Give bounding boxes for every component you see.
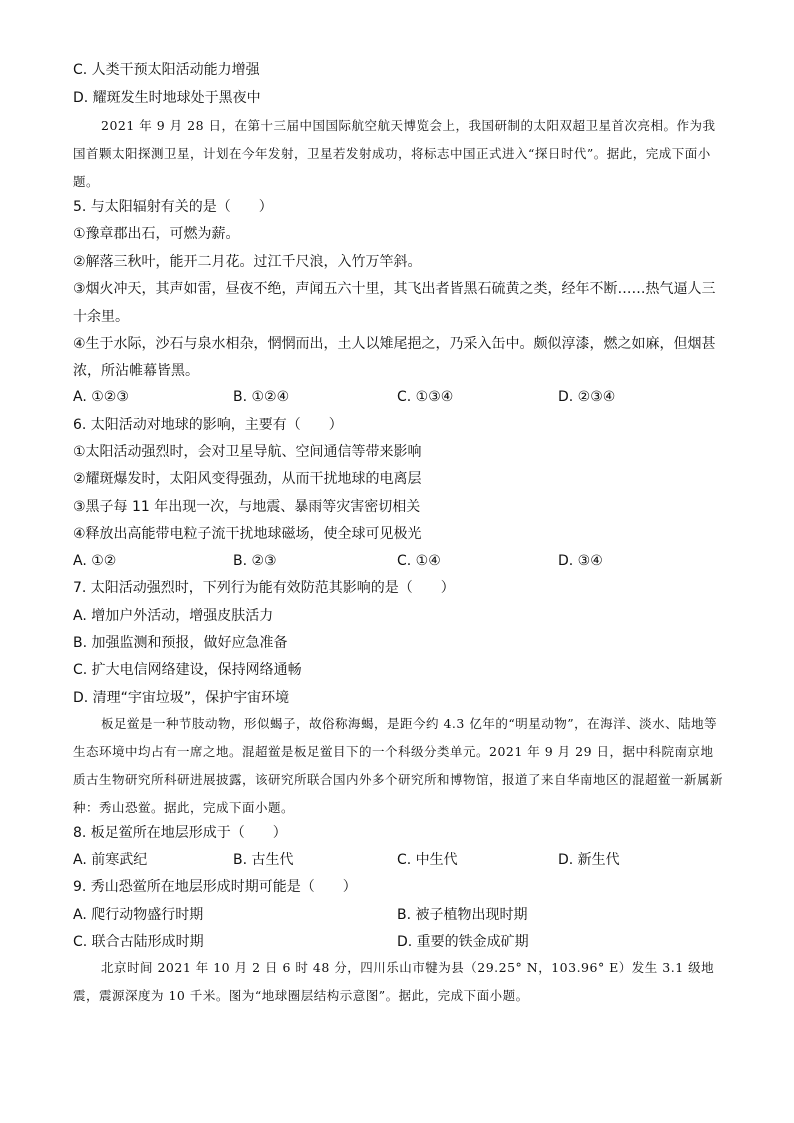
passage-earthquake [73,954,723,1010]
q6-option-a[interactable]: A. ①② [73,553,117,569]
option-c-prev: C. 人类干预太阳活动能力增强 [73,62,260,78]
question-9-stem: 9. 秀山恐鲎所在地层形成时期可能是（ ） [73,879,357,895]
q7-option-a[interactable]: A. 增加户外活动，增强皮肤活力 [73,608,274,624]
question-5-stem: 5. 与太阳辐射有关的是（ ） [73,199,273,215]
q7-option-b[interactable]: B. 加强监测和预报，做好应急准备 [73,635,288,651]
q8-options [73,850,723,870]
q8-option-a[interactable]: A. 前寒武纪 [73,852,148,868]
q6-item-4: ④释放出高能带电粒子流干扰地球磁场，使全球可见极光 [73,526,422,542]
passage-1-text: 2021 年 9 月 28 日，在第十三届中国国际航空航天博览会上，我国研制的太阳双超卫星首次亮相。作为我国首颗太阳探测卫星，计划在今年发射，卫星若发射成功，将标志中国正式进入“探日时代”。据此，完成下面小题。 [73,118,716,189]
passage-solar-satellite [73,112,723,196]
q9-options-row1 [73,905,723,925]
q5-item-1: ①豫章郡出石，可燃为薪。 [73,226,240,242]
q5-item-3-cont: 十余里。 [73,309,129,325]
q7-option-d[interactable]: D. 清理“宇宙垃圾”，保护宇宙环境 [73,690,290,706]
question-7-stem: 7. 太阳活动强烈时，下列行为能有效防范其影响的是（ ） [73,580,455,596]
q6-option-b[interactable]: B. ②③ [233,553,277,569]
q6-item-3: ③黑子每 11 年出现一次，与地震、暴雨等灾害密切相关 [73,499,421,515]
option-d-prev: D. 耀斑发生时地球处于黑夜中 [73,90,261,106]
q9-option-b[interactable]: B. 被子植物出现时期 [397,907,528,923]
q8-option-b[interactable]: B. 古生代 [233,852,294,868]
q6-options [73,551,723,571]
q9-option-d[interactable]: D. 重要的铁金成矿期 [397,934,529,950]
q6-item-1: ①太阳活动强烈时，会对卫星导航、空间通信等带来影响 [73,444,422,460]
question-8-stem: 8. 板足鲎所在地层形成于（ ） [73,825,287,841]
q5-option-c[interactable]: C. ①③④ [397,389,454,405]
q6-option-c[interactable]: C. ①④ [397,553,441,569]
q8-option-c[interactable]: C. 中生代 [397,852,458,868]
q5-item-2: ②解落三秋叶，能开二月花。过江千尺浪，入竹万竿斜。 [73,254,422,270]
q5-option-b[interactable]: B. ①②④ [233,389,290,405]
q6-item-2: ②耀斑爆发时，太阳风变得强劲，从而干扰地球的电离层 [73,471,422,487]
q5-item-4-cont: 浓，所沾帷幕皆黑。 [73,363,199,379]
passage-3-text: 北京时间 2021 年 10 月 2 日 6 时 48 分，四川乐山市犍为县（29.25° N，103.96° E）发生 3.1 级地震，震源深度为 10 千米。图为“地球圈层结构示意图”。据此，完成下面小题。 [73,960,715,1003]
q5-item-4: ④生于水际，沙石与泉水相杂，惘惘而出，土人以雉尾挹之，乃采入缶中。颇似淳漆，燃之如麻，但烟甚 [73,336,716,352]
q8-option-d[interactable]: D. 新生代 [558,852,620,868]
question-6-stem: 6. 太阳活动对地球的影响，主要有（ ） [73,417,343,433]
q7-option-c[interactable]: C. 扩大电信网络建设，保持网络通畅 [73,662,302,678]
q9-option-c[interactable]: C. 联合古陆形成时期 [73,934,204,950]
q5-option-a[interactable]: A. ①②③ [73,389,129,405]
q5-item-3: ③烟火冲天，其声如雷，昼夜不绝，声闻五六十里，其飞出者皆黑石硫黄之类，经年不断……热气逼人三 [73,281,716,297]
q6-option-d[interactable]: D. ③④ [558,553,603,569]
q5-option-d[interactable]: D. ②③④ [558,389,616,405]
passage-2-text: 板足鲎是一种节肢动物，形似蝎子，故俗称海蝎，是距今约 4.3 亿年的“明星动物”，在海洋、淡水、陆地等生态环境中均占有一席之地。混超鲎是板足鲎目下的一个科级分类单元。2021 年 9 月 29 日，据中科院南京地质古生物研究所科研进展披露，该研究所联合国内外多个研究所和博物馆，报道了来自华南地区的混超鲎一新属新种：秀山恐鲎。据此，完成下面小题。 [73,716,724,815]
passage-eurypterid [73,710,723,822]
q9-options-row2 [73,932,723,952]
q5-options [73,387,723,407]
q9-option-a[interactable]: A. 爬行动物盛行时期 [73,907,204,923]
